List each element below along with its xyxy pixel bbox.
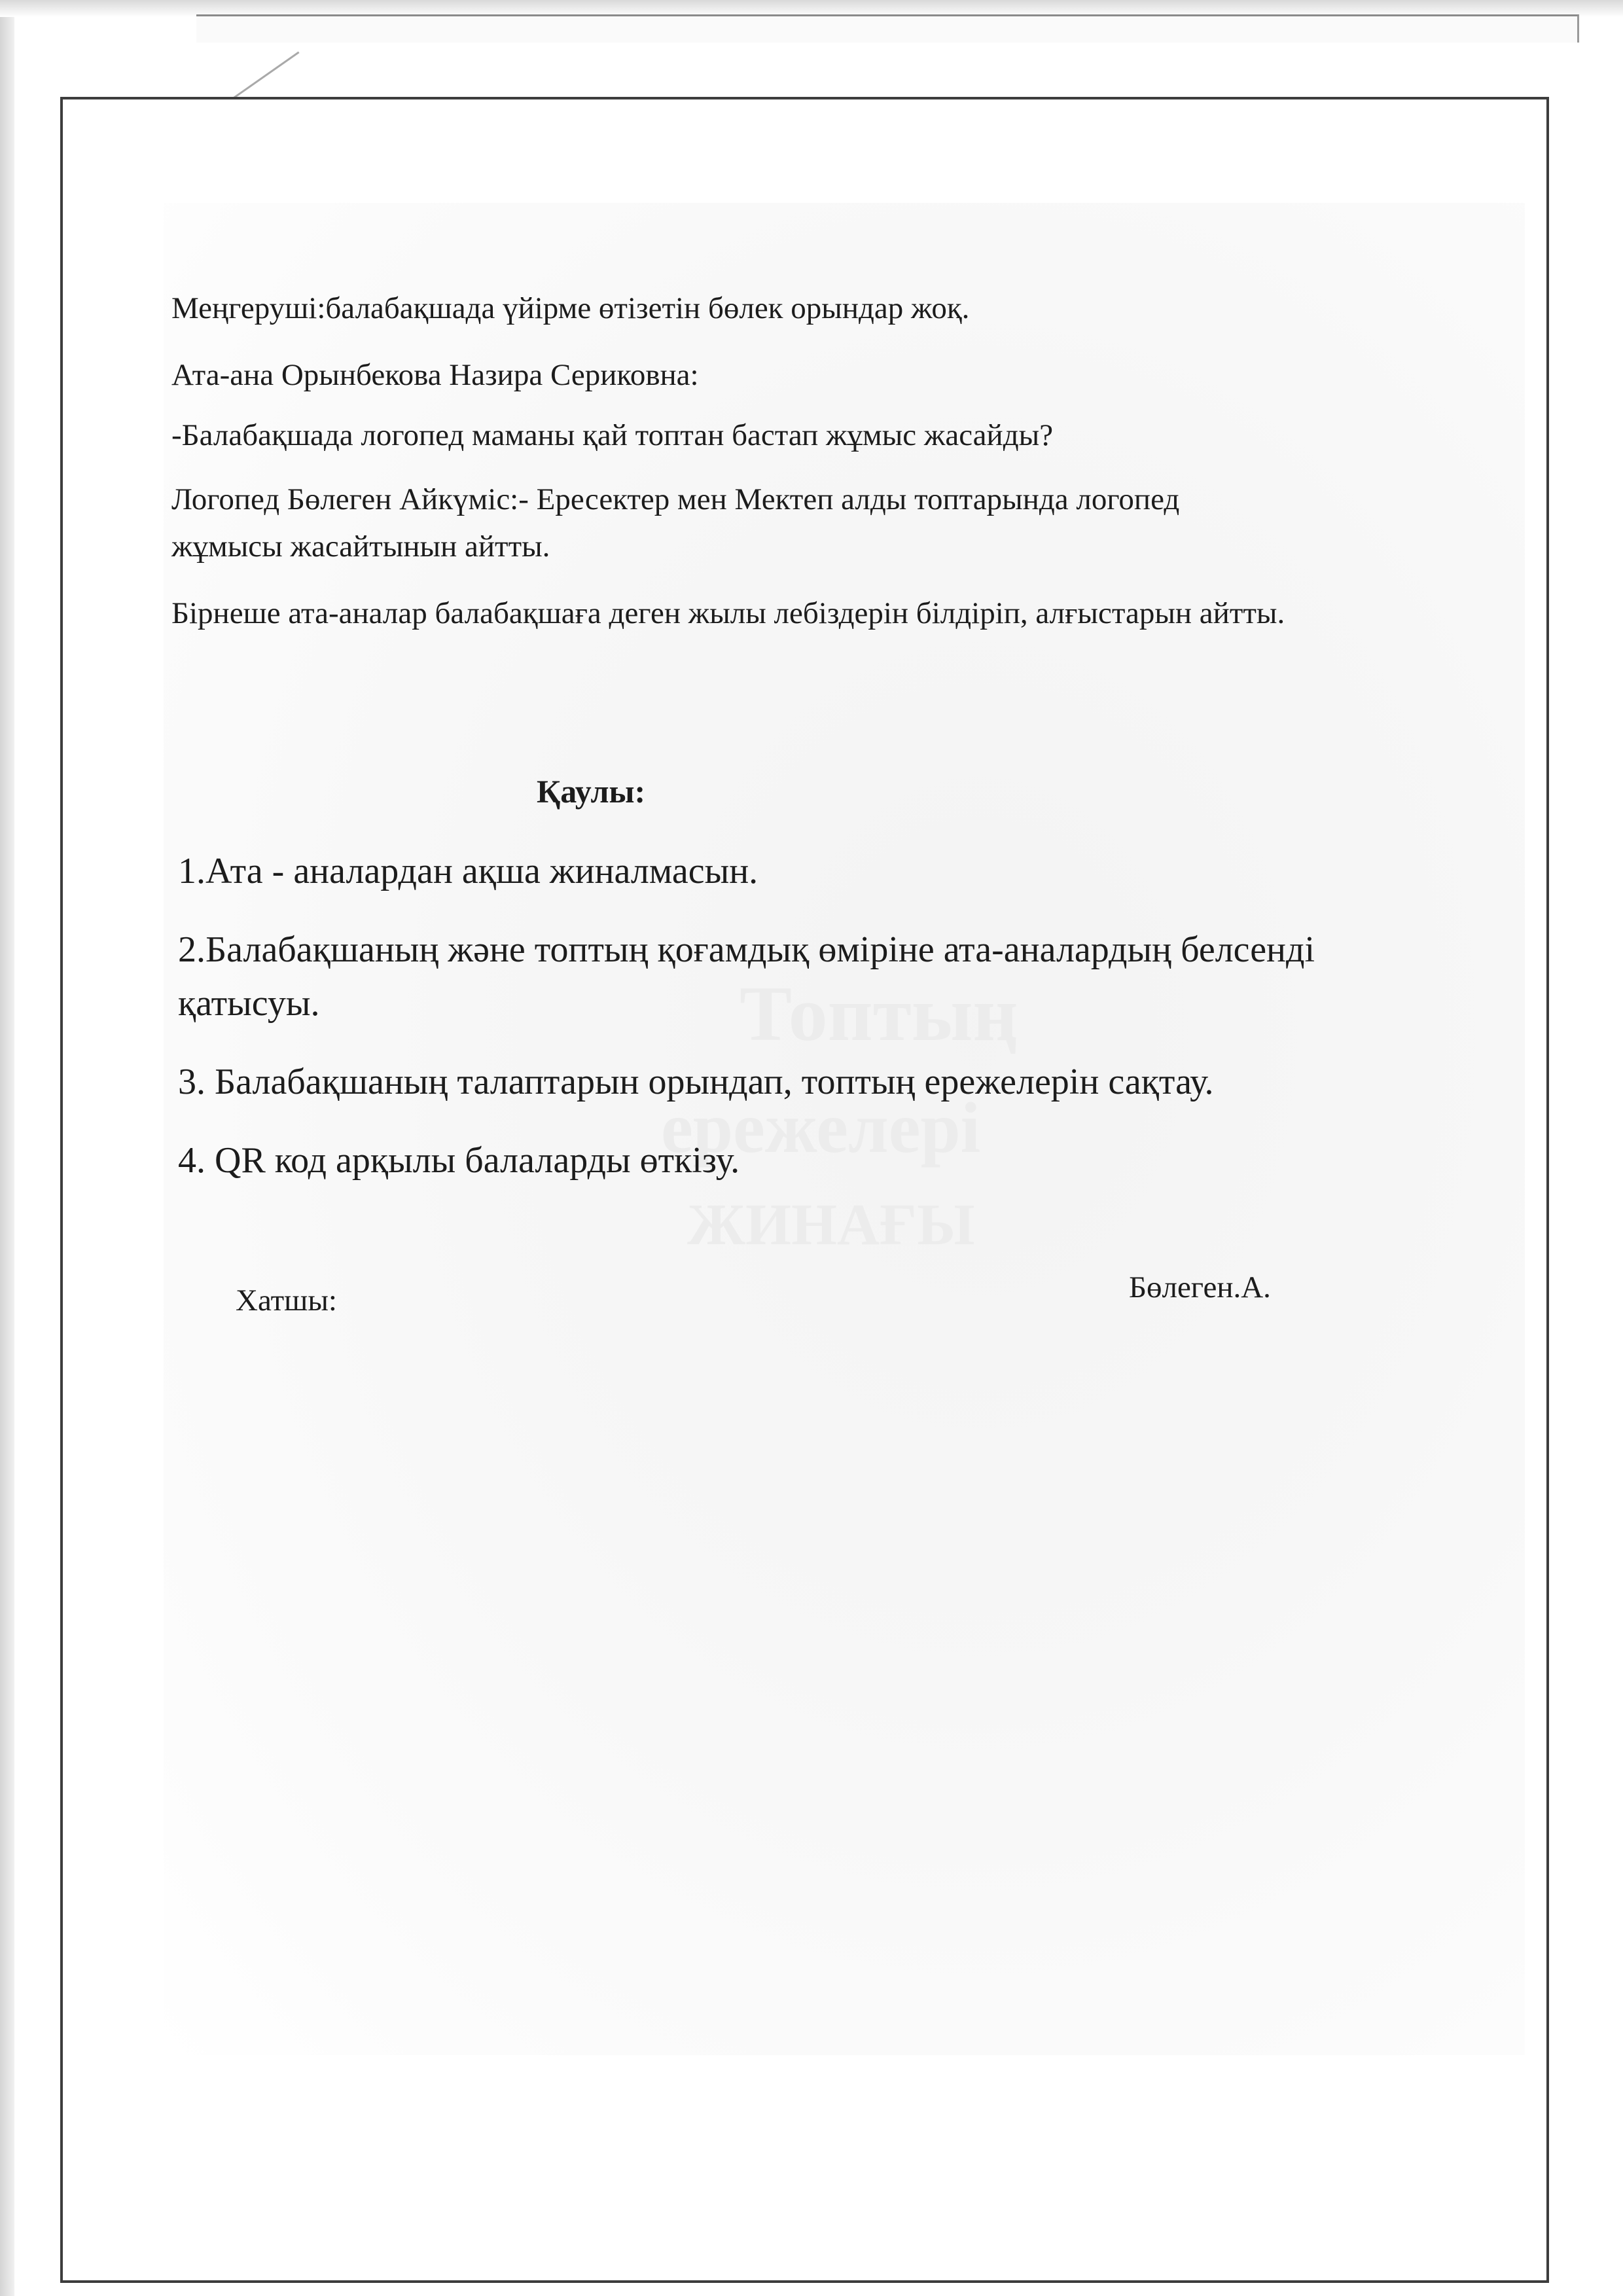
line-speech-therapist-2: жұмысы жасайтынын айтты. xyxy=(171,529,550,564)
resolution-item-number: 3. xyxy=(178,1062,205,1102)
resolution-list xyxy=(178,844,1421,1212)
resolution-item-text: Ата - аналардан ақша жиналмасын. xyxy=(205,851,758,891)
ghost-text-3: ЖИНАҒЫ xyxy=(687,1193,975,1257)
secretary-name: Бөлеген.А. xyxy=(1129,1270,1271,1304)
line-parents-gratitude: Бірнеше ата-аналар балабақшаға деген жылы лебіздерін білдіріп, алғыстарын айтты. xyxy=(171,596,1285,630)
resolution-item-text: Балабақшаның талаптарын орындап, топтың ережелерін сақтау. xyxy=(205,1062,1214,1102)
resolution-item-2 xyxy=(178,923,1421,1030)
ghost-text-1: Топтың xyxy=(740,970,1018,1057)
resolution-item-number: 4. xyxy=(178,1140,205,1181)
secretary-label: Хатшы: xyxy=(236,1283,337,1318)
line-speech-therapist-1: Логопед Бөлеген Айкүміс:- Ересектер мен Мектеп алды топтарында логопед xyxy=(171,482,1180,516)
resolution-item-number: 1. xyxy=(178,851,205,891)
resolution-item-number: 2. xyxy=(178,929,205,970)
resolution-item-4 xyxy=(178,1134,1421,1187)
underlying-sheet-edge xyxy=(196,14,1579,43)
ghost-text-2: ережелері xyxy=(661,1088,981,1168)
resolution-item-1 xyxy=(178,844,1421,898)
line-parent-name: Ата-ана Орынбекова Назира Сериковна: xyxy=(171,358,699,392)
scan-edge-left xyxy=(0,0,14,2296)
resolution-item-text: Балабақшаның және топтың қоғамдық өміріне ата-аналардың белсенді қатысуы. xyxy=(178,929,1315,1024)
resolution-item-3 xyxy=(178,1055,1421,1109)
resolution-item-text: QR код арқылы балаларды өткізу. xyxy=(205,1140,740,1181)
resolution-heading: Қаулы: xyxy=(537,773,646,810)
line-parent-question: -Балабақшада логопед маманы қай топтан бастап жұмыс жасайды? xyxy=(171,418,1054,452)
line-head-statement: Меңгеруші:балабақшада үйірме өтізетін бөлек орындар жоқ. xyxy=(171,291,970,325)
